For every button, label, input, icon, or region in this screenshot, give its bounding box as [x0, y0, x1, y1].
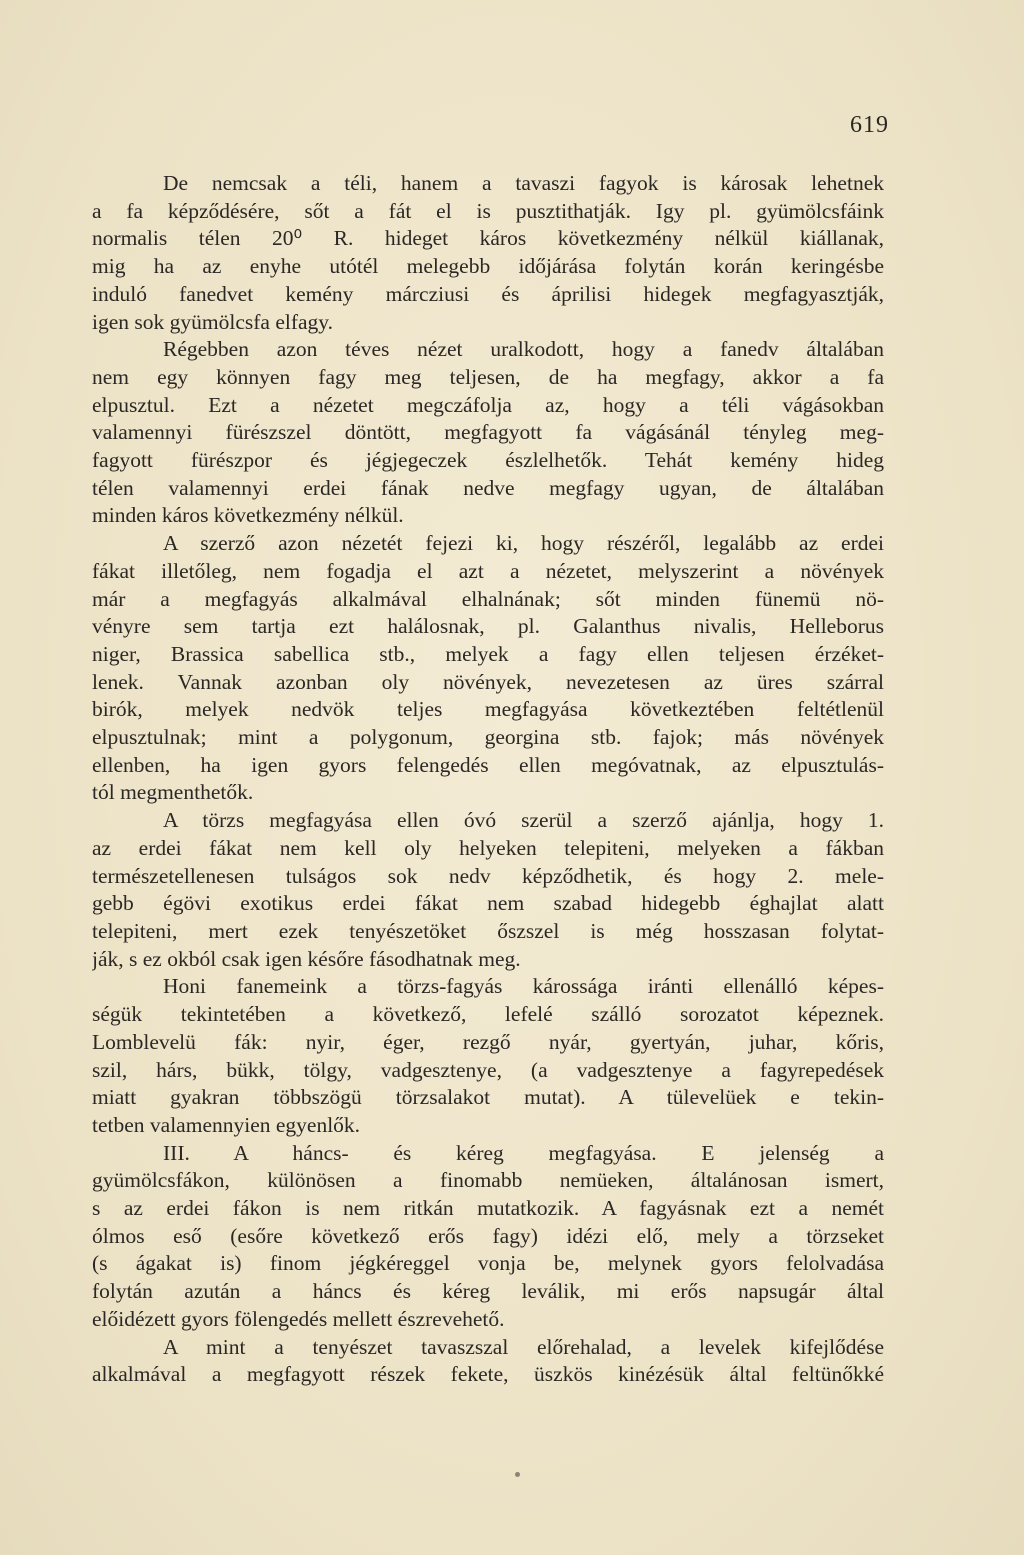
text-line: s az erdei fákon is nem ritkán mutatkozik. A fagyásnak ezt a nemét [92, 1196, 884, 1221]
text-line: előidézett gyors fölengedés mellett észrevehető. [92, 1306, 505, 1331]
text-line: fagyott fürészpor és jégjegeczek észlelhetők. Tehát kemény hideg [92, 448, 884, 473]
text-line: telepiteni, mert ezek tenyészetöket őszszel is még hosszasan folytat- [92, 918, 884, 943]
text-line: fákat illetőleg, nem fogadja el azt a nézetet, melyszerint a növények [92, 558, 884, 583]
text-line: De nemcsak a téli, hanem a tavaszi fagyok is károsak lehetnek [163, 171, 884, 195]
text-line: A törzs megfagyása ellen óvó szerül a szerző ajánlja, hogy 1. [163, 808, 884, 833]
text-line: igen sok gyümölcsfa elfagy. [92, 309, 334, 334]
text-line: ellenben, ha igen gyors felengedés ellen megóvatnak, az elpusztulás- [92, 752, 884, 777]
text-line: elpusztulnak; mint a polygonum, georgina stb. fajok; más növények [92, 725, 884, 750]
text-line: tetben valamennyien egyenlők. [92, 1112, 361, 1137]
text-line: szil, hárs, bükk, tölgy, vadgesztenye, (a vadgesztenye a fagyrepedések [92, 1057, 884, 1082]
text-line: niger, Brassica sabellica stb., melyek a fagy ellen teljesen érzéket- [92, 641, 884, 666]
text-line: A szerző azon nézetét fejezi ki, hogy részéről, legalább az erdei [163, 531, 884, 556]
text-line: folytán azután a háncs és kéreg leválik, mi erős napsugár által [92, 1279, 884, 1304]
text-line: A mint a tenyészet tavaszszal előrehalad, a levelek kifejlődése [163, 1334, 884, 1359]
text-line: a fa képződésére, sőt a fát el is pusztithatják. Igy pl. gyümölcsfáink [92, 198, 884, 223]
text-line: az erdei fákat nem kell oly helyeken telepiteni, melyeken a fákban [92, 835, 884, 860]
text-line: Lomblevelü fák: nyir, éger, rezgő nyár, gyertyán, juhar, kőris, [92, 1029, 884, 1054]
body-text [92, 170, 884, 1389]
text-line: (s ágakat is) finom jégkéreggel vonja be, melynek gyors felolvadása [92, 1251, 884, 1276]
text-line: Honi fanemeink a törzs-fagyás károssága iránti ellenálló képes- [163, 974, 884, 999]
text-line: már a megfagyás alkalmával elhalnának; sőt minden fünemü nö- [92, 586, 884, 611]
text-line: valamennyi fürészszel döntött, megfagyott fa vágásánál tényleg meg- [92, 420, 884, 445]
text-line: gyümölcsfákon, különösen a finomabb nemüeken, általánosan ismert, [92, 1168, 884, 1193]
paper-speck [515, 1472, 520, 1477]
text-line: birók, melyek nedvök teljes megfagyása következtében feltétlenül [92, 697, 884, 722]
text-line: télen valamennyi erdei fának nedve megfagy ugyan, de általában [92, 475, 884, 500]
text-line: elpusztul. Ezt a nézetet megczáfolja az, hogy a téli vágásokban [92, 392, 884, 417]
section-heading-line: III. A háncs- és kéreg megfagyása. E jelenség a [163, 1140, 884, 1165]
text-line: vényre sem tartja ezt halálosnak, pl. Galanthus nivalis, Helleborus [92, 614, 884, 639]
text-line: ják, s ez okból csak igen későre fásodhatnak meg. [92, 946, 521, 971]
text-line: normalis télen 20⁰ R. hideget káros következmény nélkül kiállanak, [92, 226, 884, 251]
text-line: ólmos eső (esőre következő erős fagy) idézi elő, mely a törzseket [92, 1223, 884, 1248]
text-line: mig ha az enyhe utótél melegebb időjárása folytán korán keringésbe [92, 254, 884, 279]
text-line: minden káros következmény nélkül. [92, 503, 404, 528]
text-line: lenek. Vannak azonban oly növények, nevezetesen az üres szárral [92, 669, 884, 694]
text-line: induló fanedvet kemény márcziusi és áprilisi hidegek megfagyasztják, [92, 281, 884, 306]
text-line: nem egy könnyen fagy meg teljesen, de ha megfagy, akkor a fa [92, 364, 884, 389]
text-line: Régebben azon téves nézet uralkodott, hogy a fanedv általában [163, 337, 884, 362]
text-line: alkalmával a megfagyott részek fekete, üszkös kinézésük által feltünőkké [92, 1362, 884, 1387]
text-line: miatt gyakran többszögü törzsalakot mutat). A tülevelüek e tekin- [92, 1085, 884, 1110]
text-line: gebb égövi exotikus erdei fákat nem szabad hidegebb éghajlat alatt [92, 891, 884, 916]
text-line: tól megmenthetők. [92, 780, 254, 805]
text-line: ségük tekintetében a következő, lefelé szálló sorozatot képeznek. [92, 1002, 884, 1027]
page-number: 619 [850, 112, 889, 138]
text-line: természetellenesen tulságos sok nedv képződhetik, és hogy 2. mele- [92, 863, 884, 888]
